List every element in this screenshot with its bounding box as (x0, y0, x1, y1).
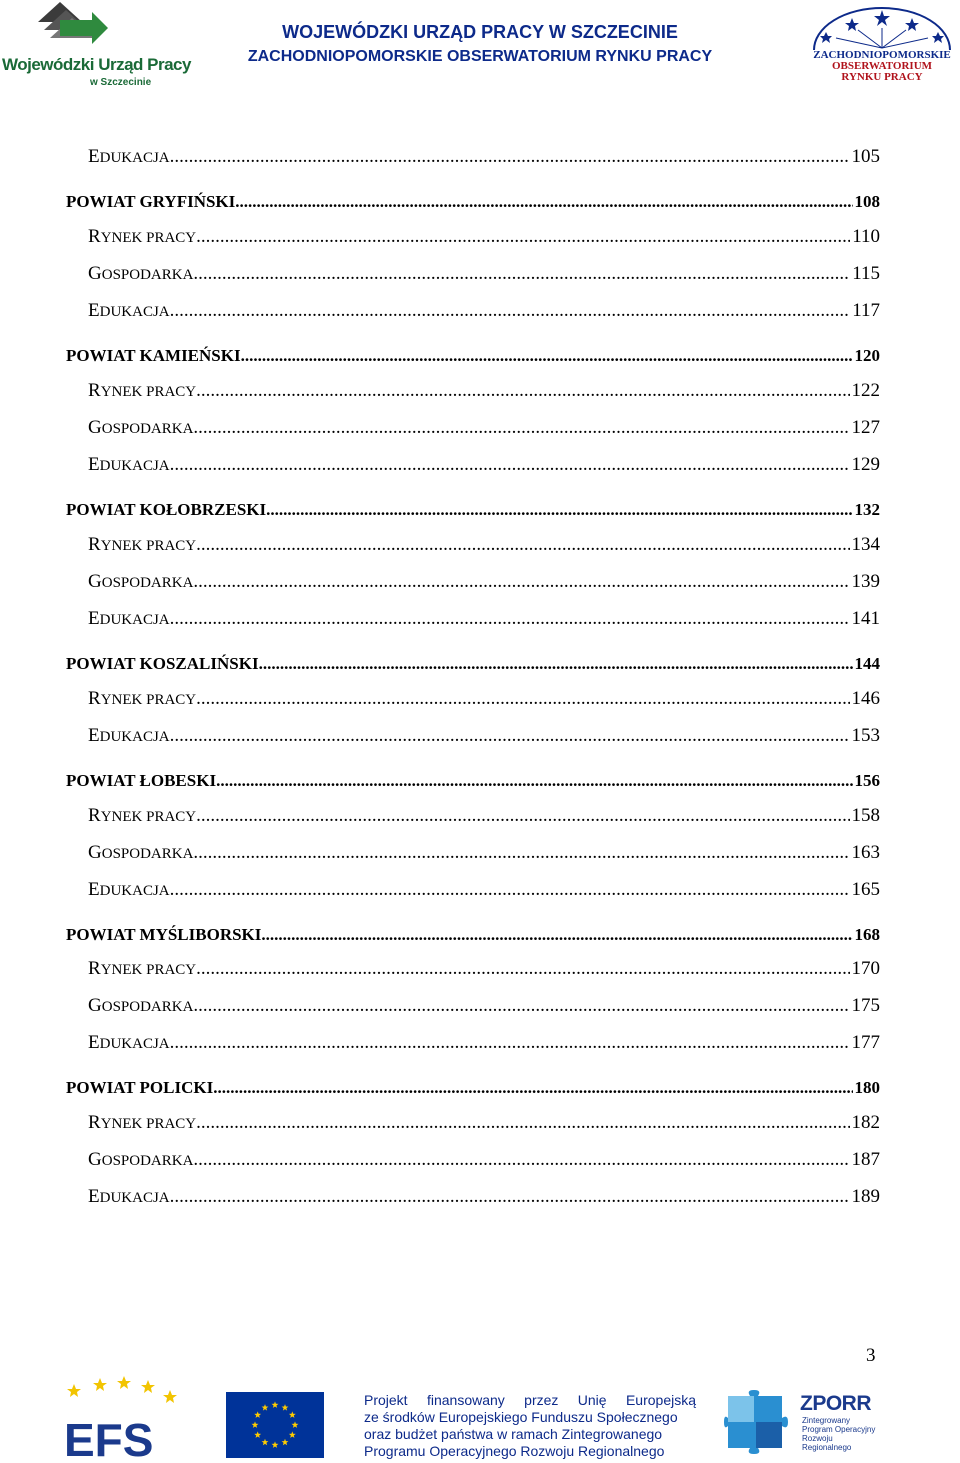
toc-entry-label-rest: DUKACJA (99, 883, 170, 899)
toc-dot-leader (170, 300, 851, 322)
toc-subsection-entry[interactable] (88, 454, 880, 476)
toc-entry-label-rest: DUKACJA (99, 1190, 170, 1206)
toc-entry-label (88, 263, 193, 285)
toc-page-number: 122 (851, 380, 880, 401)
toc-entry-label (88, 380, 196, 402)
efs-logo-text: EFS (64, 1414, 154, 1460)
toc-entry-label-rest: DUKACJA (99, 612, 170, 628)
toc-page-number: 153 (851, 725, 880, 746)
toc-entry-label (88, 1112, 196, 1134)
toc-page-number: 177 (851, 1032, 880, 1053)
toc-page-number: 132 (854, 500, 880, 519)
toc-entry-label-rest: OSPODARKA (101, 846, 194, 862)
toc-entry-label-initial: G (88, 263, 102, 284)
toc-section-entry[interactable] (66, 1078, 880, 1098)
toc-entry-label (88, 146, 170, 168)
toc-page-number: 134 (851, 534, 880, 555)
toc-entry-label-initial: G (88, 995, 102, 1016)
toc-page-number: 105 (851, 146, 880, 167)
toc-page-number: 168 (854, 925, 880, 944)
toc-entry-label (88, 454, 170, 476)
toc-entry-label-initial: E (88, 300, 100, 321)
toc-entry-label: POWIAT GRYFIŃSKI (66, 192, 236, 211)
toc-subsection-entry[interactable] (88, 534, 880, 556)
toc-dot-leader (193, 263, 850, 285)
toc-entry-label-initial: R (88, 805, 101, 826)
toc-dot-leader (196, 226, 850, 248)
toc-entry-label-rest: OSPODARKA (101, 267, 194, 283)
toc-dot-leader (216, 771, 852, 791)
toc-section-entry[interactable] (66, 192, 880, 212)
toc-page-number: 189 (851, 1186, 880, 1207)
toc-entry-label-initial: E (88, 725, 100, 746)
toc-dot-leader (196, 805, 849, 827)
toc-entry-label-rest: DUKACJA (99, 458, 170, 474)
toc-entry-label-rest: DUKACJA (99, 150, 170, 166)
puzzle-logo-icon (724, 1390, 788, 1454)
toc-entry-label (88, 958, 196, 980)
toc-dot-leader (193, 417, 849, 439)
toc-entry-label-rest: YNEK PRACY (100, 1116, 197, 1132)
toc-subsection-entry[interactable] (88, 1032, 880, 1054)
toc-subsection-entry[interactable] (88, 688, 880, 710)
toc-subsection-entry[interactable] (88, 146, 880, 168)
page-header (0, 0, 960, 100)
toc-subsection-entry[interactable] (88, 608, 880, 630)
toc-page-number: 108 (854, 192, 880, 211)
zorp-logo-line3: RYNKU PRACY (841, 71, 923, 83)
toc-entry-label-rest: DUKACJA (99, 729, 170, 745)
toc-entry-label-rest: YNEK PRACY (100, 809, 197, 825)
toc-entry-label-rest: YNEK PRACY (100, 962, 197, 978)
zporr-logo (800, 1392, 880, 1458)
toc-dot-leader (196, 380, 849, 402)
toc-entry-label-initial: R (88, 1112, 101, 1133)
toc-entry-label-initial: R (88, 226, 101, 247)
toc-entry-label-rest: DUKACJA (99, 1036, 170, 1052)
toc-entry-label (88, 879, 170, 901)
toc-entry-label: POWIAT MYŚLIBORSKI (66, 925, 262, 944)
toc-subsection-entry[interactable] (88, 1149, 880, 1171)
header-title-line2: ZACHODNIOPOMORSKIE OBSERWATORIUM RYNKU PRACY (247, 48, 713, 65)
toc-page-number: 163 (851, 842, 880, 863)
toc-subsection-entry[interactable] (88, 842, 880, 864)
page-footer (0, 1370, 960, 1463)
toc-entry-label-initial: G (88, 842, 102, 863)
toc-subsection-entry[interactable] (88, 1186, 880, 1208)
toc-dot-leader (193, 1149, 849, 1171)
toc-entry-label (88, 1032, 170, 1054)
toc-entry-label-rest: OSPODARKA (101, 421, 194, 437)
toc-subsection-entry[interactable] (88, 417, 880, 439)
toc-subsection-entry[interactable] (88, 380, 880, 402)
header-titles (170, 22, 790, 67)
toc-page-number: 182 (851, 1112, 880, 1133)
toc-dot-leader (193, 571, 849, 593)
toc-entry-label-rest: OSPODARKA (101, 999, 194, 1015)
toc-entry-label-initial: G (88, 571, 102, 592)
toc-entry-label (88, 534, 196, 556)
footer-funding-text (364, 1392, 696, 1460)
toc-entry-label (88, 226, 196, 248)
toc-entry-label (88, 300, 170, 322)
toc-subsection-entry[interactable] (88, 300, 880, 322)
toc-page-number: 158 (851, 805, 880, 826)
toc-entry-label (88, 995, 193, 1017)
zorp-logo-line1: ZACHODNIOPOMORSKIE (813, 49, 951, 61)
toc-dot-leader (196, 534, 849, 556)
toc-subsection-entry[interactable] (88, 1112, 880, 1134)
toc-dot-leader (170, 1032, 850, 1054)
toc-entry-label-initial: R (88, 380, 101, 401)
footer-line-1: Projekt finansowany przez Unię Europejską (364, 1392, 696, 1408)
toc-entry-label (88, 842, 193, 864)
toc-section-entry[interactable] (66, 500, 880, 520)
toc-page-number: 110 (852, 226, 880, 247)
page-number: 3 (866, 1345, 876, 1366)
toc-subsection-entry[interactable] (88, 226, 880, 248)
toc-page-number: 117 (852, 300, 880, 321)
zporr-logo-subtitle: Zintegrowany Program Operacyjny Rozwoju Regionalnego (802, 1416, 876, 1452)
toc-subsection-entry[interactable] (88, 879, 880, 901)
footer-line-4: Programu Operacyjnego Rozwoju Regionalnego (364, 1443, 665, 1459)
toc-section-entry[interactable] (66, 654, 880, 674)
toc-dot-leader (235, 192, 852, 212)
toc-entry-label-initial: R (88, 688, 101, 709)
toc-dot-leader (170, 1186, 850, 1208)
toc-entry-label: POWIAT KOŁOBRZESKI (66, 500, 267, 519)
toc-entry-label-initial: R (88, 958, 101, 979)
toc-page-number: 175 (851, 995, 880, 1016)
toc-entry-label (88, 1186, 170, 1208)
wup-logo-name: Wojewódzki Urząd Pracy (2, 55, 191, 74)
toc-entry-label-initial: E (88, 1032, 100, 1053)
toc-entry-label-rest: YNEK PRACY (100, 230, 197, 246)
toc-dot-leader (266, 500, 852, 520)
toc-page-number: 129 (851, 454, 880, 475)
toc-entry-label-initial: E (88, 1186, 100, 1207)
toc-dot-leader (196, 1112, 849, 1134)
toc-entry-label-initial: G (88, 417, 102, 438)
wup-logo-sub: w Szczecinie (90, 77, 152, 88)
toc-entry-label (88, 608, 170, 630)
toc-dot-leader (261, 925, 852, 945)
toc-dot-leader (213, 1078, 852, 1098)
toc-entry-label-rest: YNEK PRACY (100, 384, 197, 400)
toc-dot-leader (170, 879, 850, 901)
toc-entry-label-initial: G (88, 1149, 102, 1170)
toc-entry-label-initial: R (88, 534, 101, 555)
toc-entry-label (88, 1149, 193, 1171)
toc-entry-label (88, 571, 193, 593)
toc-page-number: 144 (854, 654, 880, 673)
zorp-logo-line2: OBSERWATORIUM (831, 60, 933, 72)
toc-entry-label: POWIAT ŁOBESKI (66, 771, 217, 790)
toc-section-entry[interactable] (66, 925, 880, 945)
toc-subsection-entry[interactable] (88, 958, 880, 980)
toc-entry-label (88, 725, 170, 747)
toc-entry-label-initial: E (88, 454, 100, 475)
toc-entry-label-rest: OSPODARKA (101, 1153, 194, 1169)
toc-page-number: 156 (854, 771, 880, 790)
toc-section-entry[interactable] (66, 771, 880, 791)
toc-dot-leader (259, 654, 853, 674)
toc-dot-leader (193, 995, 849, 1017)
toc-entry-label-initial: E (88, 146, 100, 167)
toc-entry-label-rest: OSPODARKA (101, 575, 194, 591)
toc-subsection-entry[interactable] (88, 263, 880, 285)
toc-page-number: 127 (851, 417, 880, 438)
toc-section-entry[interactable] (66, 346, 880, 366)
toc-entry-label-rest: YNEK PRACY (100, 692, 197, 708)
toc-page-number: 141 (851, 608, 880, 629)
toc-entry-label-rest: YNEK PRACY (100, 538, 197, 554)
toc-subsection-entry[interactable] (88, 725, 880, 747)
toc-subsection-entry[interactable] (88, 995, 880, 1017)
footer-line-2: ze środków Europejskiego Funduszu Społecznego (364, 1409, 678, 1425)
toc-entry-label: POWIAT KOSZALIŃSKI (66, 654, 259, 673)
toc-subsection-entry[interactable] (88, 805, 880, 827)
toc-entry-label: POWIAT POLICKI (66, 1078, 214, 1097)
toc-dot-leader (193, 842, 849, 864)
zporr-logo-title: ZPORR (800, 1392, 871, 1415)
toc-dot-leader (170, 146, 850, 168)
toc-entry-label: POWIAT KAMIEŃSKI (66, 346, 241, 365)
toc-page-number: 115 (852, 263, 880, 284)
toc-page-number: 187 (851, 1149, 880, 1170)
toc-page-number: 170 (851, 958, 880, 979)
toc-subsection-entry[interactable] (88, 571, 880, 593)
toc-page-number: 120 (854, 346, 880, 365)
toc-entry-label-initial: E (88, 608, 100, 629)
eu-flag-icon (226, 1392, 324, 1458)
toc-dot-leader (241, 346, 853, 366)
toc-entry-label (88, 417, 193, 439)
toc-page-number: 165 (851, 879, 880, 900)
toc-entry-label (88, 805, 196, 827)
efs-logo-icon (62, 1376, 182, 1460)
toc-page-number: 139 (851, 571, 880, 592)
footer-line-3: oraz budżet państwa w ramach Zintegrowanego (364, 1426, 663, 1442)
toc-page-number: 146 (851, 688, 880, 709)
toc-dot-leader (170, 454, 850, 476)
toc-dot-leader (170, 725, 850, 747)
toc-dot-leader (196, 958, 849, 980)
toc-dot-leader (170, 608, 850, 630)
toc-entry-label (88, 688, 196, 710)
toc-dot-leader (196, 688, 849, 710)
toc-entry-label-initial: E (88, 879, 100, 900)
toc-page-number: 180 (854, 1078, 880, 1097)
header-title-line1: WOJEWÓDZKI URZĄD PRACY W SZCZECINIE (282, 22, 678, 42)
toc-entry-label-rest: DUKACJA (99, 304, 170, 320)
